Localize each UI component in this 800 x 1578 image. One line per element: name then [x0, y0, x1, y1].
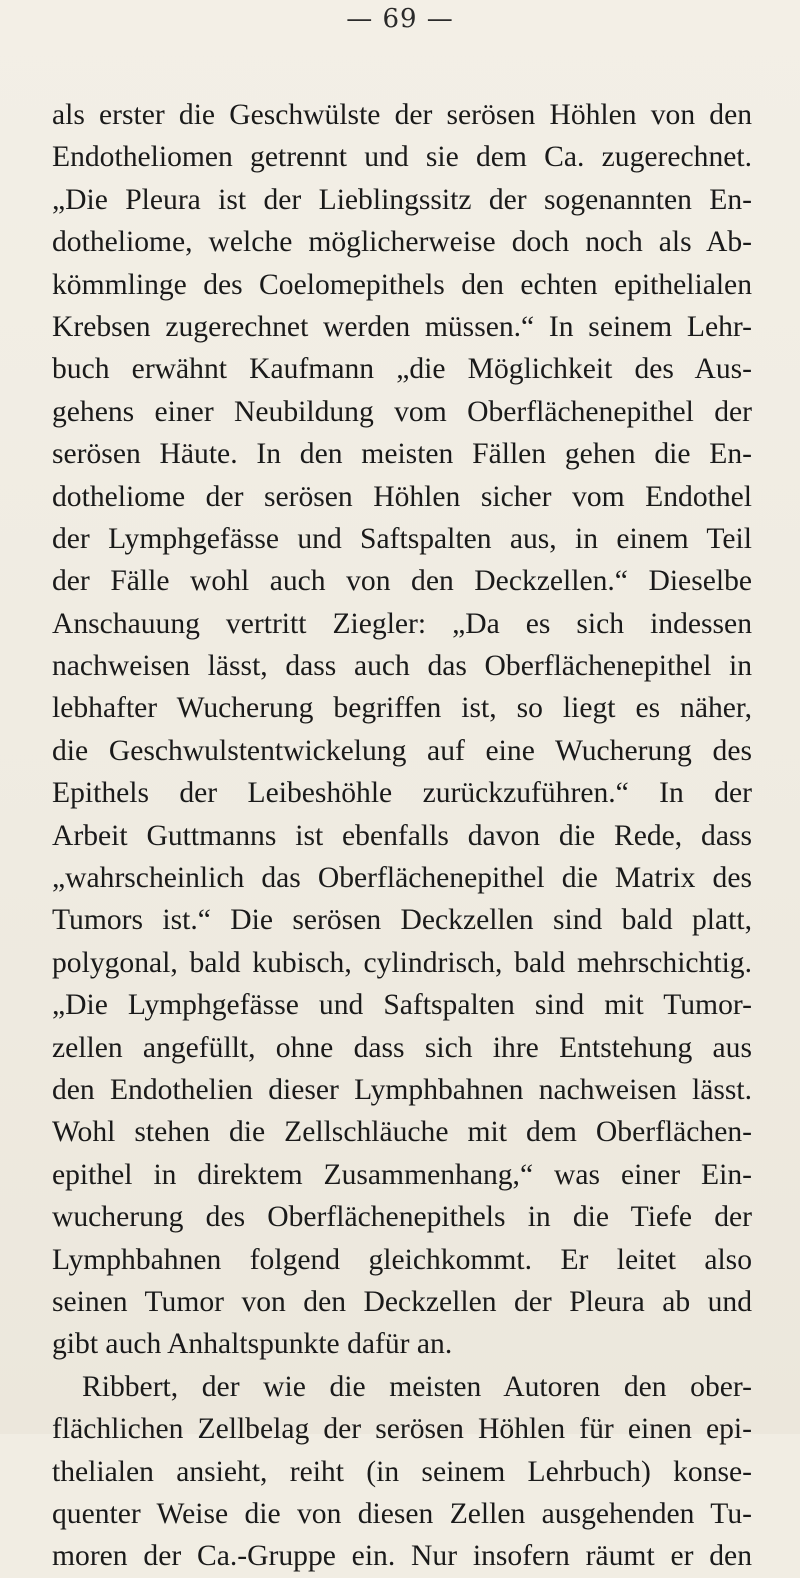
text-line: „Die Pleura ist der Lieblingssitz der sogenannten En-: [52, 183, 752, 216]
text-line: zellen angefüllt, ohne dass sich ihre Entstehung aus: [52, 1031, 752, 1064]
text-line: Endotheliomen getrennt und sie dem Ca. zugerechnet.: [52, 141, 752, 174]
text-line: nachweisen lässt, dass auch das Oberflächenepithel in: [52, 650, 752, 683]
text-line: moren der Ca.-Gruppe ein. Nur insofern räumt er den: [52, 1540, 752, 1573]
text-line: flächlichen Zellbelag der serösen Höhlen für einen epi-: [52, 1413, 752, 1446]
text-line: lebhafter Wucherung begriffen ist, so liegt es näher,: [52, 692, 752, 725]
text-line: thelialen ansieht, reiht (in seinem Lehrbuch) konse-: [52, 1455, 752, 1488]
body-text: [52, 94, 752, 1578]
text-line: seinen Tumor von den Deckzellen der Pleura ab und: [52, 1285, 752, 1318]
text-line: Wohl stehen die Zellschläuche mit dem Oberflächen-: [52, 1116, 752, 1149]
text-line: „Die Lymphgefässe und Saftspalten sind mit Tumor-: [52, 989, 752, 1022]
text-line: gehens einer Neubildung vom Oberflächenepithel der: [52, 395, 752, 428]
text-line: serösen Häute. In den meisten Fällen gehen die En-: [52, 438, 752, 471]
text-line: der Fälle wohl auch von den Deckzellen.“ Dieselbe: [52, 565, 752, 598]
text-line: gibt auch Anhaltspunkte dafür an.: [52, 1328, 453, 1361]
text-line: als erster die Geschwülste der serösen Höhlen von den: [52, 99, 752, 131]
page-number: — 69 —: [346, 4, 454, 34]
text-line: Krebsen zugerechnet werden müssen.“ In seinem Lehr-: [52, 310, 752, 343]
text-line: Arbeit Guttmanns ist ebenfalls davon die Rede, dass: [52, 819, 752, 852]
text-line: Lymphbahnen folgend gleichkommt. Er leitet also: [52, 1243, 752, 1276]
text-line: dotheliome, welche möglicherweise doch noch als Ab-: [52, 226, 752, 259]
text-line: den Endothelien dieser Lymphbahnen nachweisen lässt.: [52, 1073, 752, 1106]
text-line: Tumors ist.“ Die serösen Deckzellen sind bald platt,: [52, 904, 752, 937]
text-line: „wahrscheinlich das Oberflächenepithel die Matrix des: [52, 862, 752, 895]
text-line: buch erwähnt Kaufmann „die Möglichkeit des Aus-: [52, 353, 752, 386]
text-line: kömmlinge des Coelomepithels den echten epithelialen: [52, 268, 752, 301]
text-line: polygonal, bald kubisch, cylindrisch, bald mehrschichtig.: [52, 946, 752, 979]
text-line: Epithels der Leibeshöhle zurückzuführen.“ In der: [52, 777, 752, 810]
text-line: der Lymphgefässe und Saftspalten aus, in einem Teil: [52, 522, 752, 555]
text-line: Ribbert, der wie die meisten Autoren den ober-: [82, 1370, 752, 1403]
text-line: epithel in direktem Zusammenhang,“ was einer Ein-: [52, 1158, 752, 1191]
text-line: die Geschwulstentwickelung auf eine Wucherung des: [52, 734, 752, 767]
text-line: dotheliome der serösen Höhlen sicher vom Endothel: [52, 480, 752, 513]
text-line: quenter Weise die von diesen Zellen ausgehenden Tu-: [52, 1497, 752, 1530]
text-line: wucherung des Oberflächenepithels in die Tiefe der: [52, 1201, 752, 1234]
text-line: Anschauung vertritt Ziegler: „Da es sich indessen: [52, 607, 752, 640]
